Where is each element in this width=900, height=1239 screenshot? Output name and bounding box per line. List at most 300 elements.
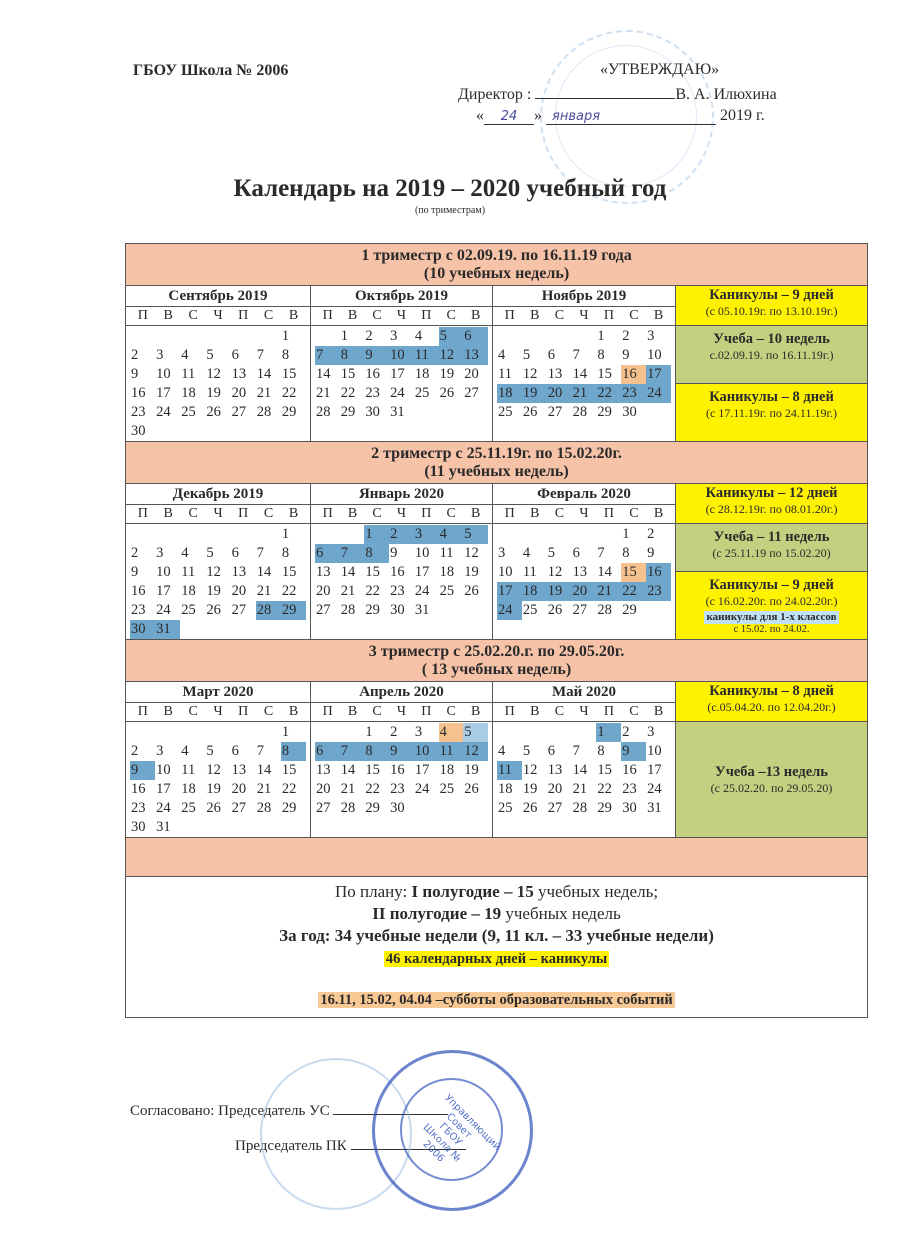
weekday-label: В: [163, 506, 173, 521]
weekday-label: В: [347, 308, 358, 323]
day: 16: [131, 781, 146, 797]
day-blank: [572, 723, 597, 742]
day: 18: [439, 564, 455, 580]
month-name: Ноябрь 2019: [493, 286, 676, 307]
weekday-label: П: [421, 506, 432, 521]
day: 16: [365, 366, 380, 382]
summary-line-3: [126, 925, 867, 947]
day: 24: [414, 781, 430, 797]
trimester-header: [126, 244, 868, 286]
month-days: [311, 524, 493, 640]
summary-row: [126, 877, 868, 1018]
day: 14: [256, 762, 272, 778]
day: 29: [365, 602, 380, 618]
day: 17: [414, 762, 430, 778]
weekday-label: С: [188, 506, 198, 521]
day: 19: [206, 583, 221, 599]
day: 28: [572, 800, 588, 816]
day: 4: [181, 545, 189, 561]
day: 23: [131, 404, 146, 420]
day-holiday: 19: [522, 384, 547, 403]
day: 3: [647, 328, 655, 344]
weekday-label: П: [137, 704, 148, 719]
weekday-label: С: [629, 704, 639, 719]
weekday-label: Ч: [396, 308, 407, 323]
month-name: Февраль 2020: [493, 484, 676, 505]
day-holiday: 23: [621, 384, 646, 403]
summary-events: 16.11, 15.02, 04.04 –субботы образовательных событий: [320, 992, 673, 1008]
weekday-label: С: [372, 506, 382, 521]
weekday-list: [126, 703, 310, 721]
day-holiday: 11: [497, 761, 522, 780]
day: 25: [181, 800, 196, 816]
day: 22: [365, 583, 380, 599]
weekday-label: В: [530, 308, 540, 323]
month-name: Май 2020: [493, 682, 676, 703]
weekday-label: В: [530, 506, 540, 521]
day: 27: [231, 602, 247, 618]
day: 29: [622, 602, 637, 618]
weekday-label: П: [238, 308, 249, 323]
spacer-row: [126, 838, 868, 877]
info-title: Каникулы – 12 дней: [705, 485, 838, 501]
day: 11: [439, 545, 454, 561]
summary-h1: I полугодие – 15: [411, 882, 534, 901]
day: 21: [340, 583, 356, 599]
day-holiday: 20: [547, 384, 572, 403]
day: 15: [597, 366, 612, 382]
day: 8: [597, 347, 605, 363]
summary-line-5: [126, 988, 867, 1011]
day: 6: [572, 545, 580, 561]
day: 10: [647, 743, 662, 759]
day: 15: [597, 762, 612, 778]
study-info: [676, 722, 867, 837]
day: 29: [281, 404, 297, 420]
trimester-header: [126, 640, 868, 682]
weekday-list: [311, 505, 492, 523]
spacer-cell: [126, 838, 868, 877]
weekday-list: [311, 703, 492, 721]
day: 7: [256, 743, 264, 759]
month-name-row: [126, 286, 868, 307]
day: 27: [316, 602, 331, 618]
day: 31: [156, 819, 171, 835]
days-row: [126, 524, 868, 640]
day: 15: [281, 564, 297, 580]
day: 14: [572, 366, 588, 382]
weekday-label: В: [471, 506, 481, 521]
weekday-label: С: [188, 308, 198, 323]
weekday-label: П: [504, 506, 515, 521]
day: 19: [464, 762, 479, 778]
day: 8: [281, 347, 290, 363]
day-blank: [572, 525, 597, 544]
day-blank: [256, 723, 281, 742]
weekday-label: С: [372, 704, 382, 719]
month-days: [493, 524, 676, 640]
weekday-label: С: [188, 704, 198, 719]
weekday-label: С: [263, 704, 274, 719]
day: 23: [390, 781, 405, 797]
weekday-header: [493, 505, 676, 524]
day: 18: [181, 385, 196, 401]
day: 27: [231, 404, 247, 420]
weekday-label: П: [421, 308, 432, 323]
day: 11: [522, 564, 537, 580]
day-holiday: 8: [364, 544, 389, 563]
summary-h2-suffix: учебных недель: [501, 904, 621, 923]
day-event-saturday: 4: [439, 723, 464, 742]
month-days: [126, 326, 311, 442]
day: 3: [390, 328, 398, 344]
day: 24: [156, 404, 171, 420]
day-holiday: 22: [621, 582, 646, 601]
weekday-label: В: [288, 704, 299, 719]
info-detail: (с 16.02.20г. по 24.02.20г.): [705, 594, 838, 608]
day: 26: [464, 583, 479, 599]
info-detail: (с 28.12.19г. по 08.01.20г.): [705, 502, 838, 516]
day: 5: [547, 545, 555, 561]
day: 30: [390, 800, 405, 816]
first-grade-note: [676, 609, 867, 635]
day: 19: [522, 781, 538, 797]
day: 13: [316, 564, 331, 580]
trimester-title: 2 триместр с 25.11.19г. по 15.02.20г.: [371, 445, 622, 462]
trimester-title: 3 триместр с 25.02.20.г. по 29.05.20г.: [368, 643, 625, 660]
day: 2: [365, 328, 373, 344]
weekday-list: [126, 307, 310, 325]
day: 23: [131, 602, 146, 618]
day-blank: [596, 525, 621, 544]
day: 26: [206, 800, 221, 816]
day-blank: [547, 327, 572, 346]
day-holiday: 11: [439, 742, 464, 761]
day: 1: [340, 328, 348, 344]
day: 11: [181, 762, 196, 778]
day: 29: [365, 800, 380, 816]
day: 5: [522, 743, 531, 759]
day: 24: [414, 583, 430, 599]
day: 26: [206, 404, 221, 420]
info-stack: [676, 524, 868, 640]
day-holiday: 6: [315, 544, 340, 563]
day: 30: [622, 404, 637, 420]
day-blank: [522, 723, 547, 742]
weekday-header: [493, 703, 676, 722]
day: 1: [597, 328, 605, 344]
day: 18: [181, 583, 196, 599]
day: 14: [256, 366, 272, 382]
day: 4: [414, 328, 423, 344]
info-stack-wrap: [676, 722, 867, 837]
day-event-saturday: 16: [621, 365, 646, 384]
weekday-label: С: [554, 506, 565, 521]
day: 5: [206, 743, 214, 759]
summary-prefix: По плану:: [334, 882, 412, 901]
day: 17: [390, 366, 405, 382]
day-blank: [231, 327, 256, 346]
day: 7: [572, 743, 580, 759]
day: 18: [439, 762, 455, 778]
weekday-header: [493, 307, 676, 326]
day: 3: [647, 724, 655, 740]
day: 2: [131, 743, 139, 759]
day: 6: [547, 347, 555, 363]
month-name: Сентябрь 2019: [126, 286, 311, 307]
day: 17: [647, 762, 662, 778]
info-cell: [676, 286, 868, 326]
day: 20: [547, 781, 563, 797]
day: 21: [316, 385, 331, 401]
day: 9: [131, 366, 139, 382]
day: 12: [206, 564, 221, 580]
day-holiday: 10: [389, 346, 414, 365]
day-blank: [130, 327, 155, 346]
day-holiday: 13: [463, 346, 488, 365]
day: 13: [231, 366, 247, 382]
day: 17: [156, 385, 171, 401]
info-stack-wrap: [676, 524, 867, 639]
day-blank: [315, 525, 340, 544]
info-title: Учеба – 11 недель: [713, 529, 830, 545]
weekday-label: С: [372, 308, 382, 323]
weekday-label: В: [653, 704, 664, 719]
trimester-header-row: [126, 442, 868, 484]
day: 18: [181, 781, 196, 797]
day-holiday: 28: [256, 601, 281, 620]
day: 14: [316, 366, 331, 382]
day: 25: [439, 583, 455, 599]
weekday-label: С: [629, 308, 639, 323]
weekday-label: В: [653, 506, 664, 521]
weekday-label: Ч: [579, 308, 589, 323]
day-holiday: 21: [572, 384, 597, 403]
month-days: [493, 722, 676, 838]
day: 6: [231, 545, 239, 561]
summary-h1-suffix: учебных недель;: [533, 882, 659, 901]
day-grid: [493, 722, 675, 818]
day-holiday: 20: [572, 582, 597, 601]
month-name: Январь 2020: [311, 484, 493, 505]
day: 22: [365, 781, 380, 797]
day-blank: [547, 525, 572, 544]
day-blank: [256, 327, 281, 346]
school-name: ГБОУ Школа № 2006: [133, 62, 289, 79]
day: 4: [498, 743, 506, 759]
trimester-header-row: [126, 640, 868, 682]
day-holiday: 29: [281, 601, 306, 620]
day-holiday: 19: [547, 582, 572, 601]
day: 21: [256, 583, 272, 599]
day: 11: [181, 564, 196, 580]
day: 5: [206, 347, 214, 363]
day: 6: [547, 743, 555, 759]
day: 9: [647, 545, 655, 561]
summary-year: За год: 34 учебные недели (9, 11 кл. – 33 учебные недели): [279, 926, 714, 945]
weekday-label: Ч: [213, 704, 223, 719]
day: 20: [231, 781, 247, 797]
day-blank: [205, 327, 230, 346]
day-holiday: 12: [463, 742, 488, 761]
day: 13: [572, 564, 588, 580]
day: 6: [231, 743, 239, 759]
day: 26: [439, 385, 455, 401]
day: 27: [316, 800, 331, 816]
director-line: [458, 84, 777, 104]
summary-line-4: [126, 947, 867, 970]
day-holiday: 6: [315, 742, 340, 761]
weekday-header: [311, 307, 493, 326]
weekday-label: В: [163, 308, 173, 323]
day: 19: [464, 564, 479, 580]
day: 21: [572, 781, 588, 797]
day: 22: [281, 583, 297, 599]
day: 7: [597, 545, 605, 561]
day-blank: [497, 723, 522, 742]
day-grid: [493, 326, 675, 422]
info-detail: (с 17.11.19г. по 24.11.19г.): [706, 406, 838, 420]
day: 27: [547, 404, 563, 420]
day: 22: [281, 385, 297, 401]
day-blank: [231, 525, 256, 544]
day: 2: [647, 526, 655, 542]
day: 12: [522, 762, 538, 778]
weekday-label: В: [347, 506, 358, 521]
info-stack: [676, 722, 868, 838]
day-holiday: 12: [439, 346, 464, 365]
day-holiday: 7: [315, 346, 340, 365]
day: 2: [622, 328, 630, 344]
study-info: [676, 524, 867, 571]
info-cell: [676, 682, 868, 722]
approve-label: «УТВЕРЖДАЮ»: [600, 61, 720, 78]
day: 12: [464, 545, 479, 561]
day: 4: [498, 347, 506, 363]
info-detail: (с 05.10.19г. по 13.10.19г.): [705, 304, 838, 318]
day-holiday: 24: [497, 601, 522, 620]
day: 21: [256, 385, 272, 401]
weekday-label: Ч: [579, 506, 589, 521]
day: 14: [340, 564, 356, 580]
weekday-header: [311, 505, 493, 524]
day: 25: [498, 800, 513, 816]
weekday-label: П: [238, 704, 249, 719]
day: 11: [498, 366, 512, 382]
day: 1: [281, 724, 290, 740]
day: 3: [156, 743, 164, 759]
day: 16: [622, 762, 637, 778]
day: 12: [547, 564, 563, 580]
day: 12: [206, 762, 221, 778]
day: 24: [390, 385, 405, 401]
day: 30: [622, 800, 637, 816]
day: 20: [464, 366, 479, 382]
day-holiday: 7: [340, 742, 365, 761]
day: 13: [547, 762, 563, 778]
day: 13: [231, 762, 247, 778]
info-title: Каникулы – 9 дней: [709, 287, 834, 303]
day: 24: [156, 800, 171, 816]
day: 17: [156, 781, 171, 797]
day-holiday: 22: [596, 384, 621, 403]
day-grid: [311, 326, 492, 422]
day: 31: [390, 404, 405, 420]
day: 1: [365, 724, 373, 740]
day-blank: [340, 525, 365, 544]
day: 9: [622, 347, 630, 363]
day: 1: [281, 526, 290, 542]
agreed-label: Согласовано: Председатель УС: [130, 1103, 330, 1119]
day: 7: [572, 347, 580, 363]
weekday-label: Ч: [213, 308, 223, 323]
day: 10: [647, 347, 662, 363]
day: 9: [131, 564, 139, 580]
weekday-label: П: [238, 506, 249, 521]
day-holiday: 3: [414, 525, 439, 544]
day-grid: [126, 524, 310, 639]
day: 21: [340, 781, 356, 797]
day: 7: [256, 545, 264, 561]
month-days: [126, 722, 311, 838]
day: 26: [464, 781, 479, 797]
day: 8: [597, 743, 605, 759]
day: 19: [206, 385, 221, 401]
info-title: Каникулы – 8 дней: [709, 683, 834, 699]
day: 27: [572, 602, 588, 618]
day-blank: [155, 525, 180, 544]
weekday-header: [126, 505, 311, 524]
day: 26: [547, 602, 563, 618]
month-name-row: [126, 484, 868, 505]
weekday-label: В: [347, 704, 358, 719]
day-blank: [315, 327, 340, 346]
day: 27: [464, 385, 479, 401]
weekday-label: Ч: [396, 704, 407, 719]
weekday-label: П: [322, 506, 333, 521]
day-blank: [155, 723, 180, 742]
day: 18: [498, 781, 513, 797]
first-grade-note-title: каникулы для 1-х классов: [706, 611, 837, 623]
day-holiday: 2: [389, 525, 414, 544]
day: 30: [365, 404, 380, 420]
holiday-info: [676, 383, 867, 441]
trimester-weeks: (11 учебных недель): [424, 463, 569, 480]
info-title: Учеба – 10 недель: [713, 331, 830, 347]
day: 14: [572, 762, 588, 778]
weekday-list: [126, 505, 310, 523]
summary-line-1: [126, 881, 867, 903]
day: 11: [181, 366, 196, 382]
day-holiday: 5: [463, 525, 488, 544]
day: 10: [498, 564, 513, 580]
day: 28: [340, 800, 356, 816]
day: 25: [181, 404, 196, 420]
summary-gap: [126, 970, 867, 988]
weekday-label: Ч: [579, 704, 589, 719]
info-stack-wrap: [676, 326, 867, 441]
day: 21: [256, 781, 272, 797]
day: 20: [231, 385, 247, 401]
day: 28: [316, 404, 331, 420]
day-blank: [315, 723, 340, 742]
day-grid: [493, 524, 675, 620]
day: 18: [414, 366, 430, 382]
pk-label: Председатель ПК: [235, 1138, 347, 1154]
day-holiday: 31: [155, 620, 180, 639]
study-info: [676, 326, 867, 383]
day-holiday: 10: [414, 742, 439, 761]
